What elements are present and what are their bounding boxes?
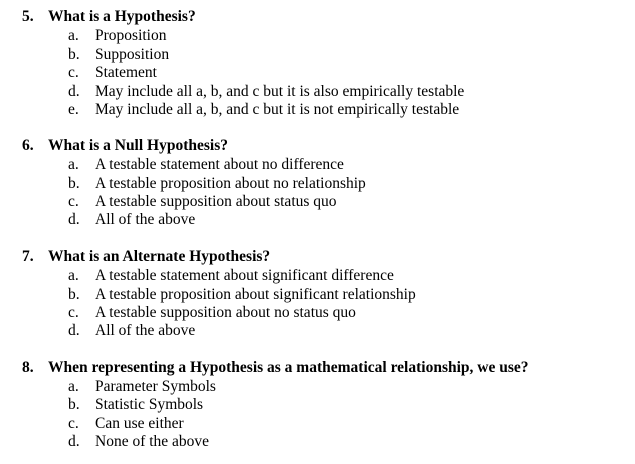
option-letter: e.	[68, 101, 79, 118]
option-text: A testable proposition about significant relationship	[95, 286, 416, 303]
option-text: A testable statement about significant difference	[95, 267, 394, 284]
option-letter: a.	[68, 156, 79, 173]
question-heading	[22, 359, 529, 377]
option-item	[68, 101, 459, 119]
option-item	[68, 156, 344, 174]
option-text: A testable proposition about no relationship	[95, 175, 366, 192]
question-number: 8.	[22, 359, 34, 376]
option-item	[68, 175, 366, 193]
question-text: What is a Null Hypothesis?	[48, 137, 229, 154]
option-item	[68, 46, 169, 64]
option-letter: b.	[68, 286, 80, 303]
option-text: Statistic Symbols	[95, 396, 204, 413]
question-text: What is a Hypothesis?	[48, 8, 196, 25]
option-letter: c.	[68, 64, 79, 81]
option-text: All of the above	[95, 322, 196, 339]
option-text: May include all a, b, and c but it is also empirically testable	[95, 83, 465, 100]
option-text: Statement	[95, 64, 157, 81]
question-heading	[22, 8, 196, 26]
option-text: A testable supposition about status quo	[95, 193, 337, 210]
option-item	[68, 211, 195, 229]
option-item	[68, 64, 157, 82]
option-letter: a.	[68, 27, 79, 44]
option-letter: a.	[68, 378, 79, 395]
question-number: 7.	[22, 248, 34, 265]
option-letter: d.	[68, 433, 80, 450]
question-number: 6.	[22, 137, 34, 154]
option-text: Can use either	[95, 415, 184, 432]
option-item	[68, 322, 195, 340]
option-item	[68, 396, 203, 414]
option-item	[68, 433, 209, 451]
option-text: A testable statement about no difference	[95, 156, 344, 173]
option-item	[68, 27, 166, 45]
option-text: All of the above	[95, 211, 196, 228]
option-item	[68, 304, 356, 322]
question-number: 5.	[22, 8, 34, 25]
option-item	[68, 267, 394, 285]
option-item	[68, 286, 416, 304]
option-letter: d.	[68, 211, 80, 228]
option-letter: c.	[68, 415, 79, 432]
question-heading	[22, 137, 228, 155]
option-item	[68, 193, 337, 211]
question-text: What is an Alternate Hypothesis?	[48, 248, 271, 265]
option-text: Proposition	[95, 27, 167, 44]
option-letter: d.	[68, 322, 80, 339]
option-text: None of the above	[95, 433, 210, 450]
option-text: May include all a, b, and c but it is not empirically testable	[95, 101, 460, 118]
option-item	[68, 83, 464, 101]
option-text: A testable supposition about no status quo	[95, 304, 356, 321]
option-item	[68, 378, 216, 396]
option-letter: b.	[68, 396, 80, 413]
question-heading	[22, 248, 270, 266]
option-letter: b.	[68, 46, 80, 63]
option-letter: c.	[68, 193, 79, 210]
option-item	[68, 415, 184, 433]
option-text: Supposition	[95, 46, 170, 63]
option-letter: d.	[68, 83, 80, 100]
option-letter: a.	[68, 267, 79, 284]
question-text: When representing a Hypothesis as a mathematical relationship, we use?	[48, 359, 529, 376]
option-letter: c.	[68, 304, 79, 321]
option-letter: b.	[68, 175, 80, 192]
option-text: Parameter Symbols	[95, 378, 216, 395]
